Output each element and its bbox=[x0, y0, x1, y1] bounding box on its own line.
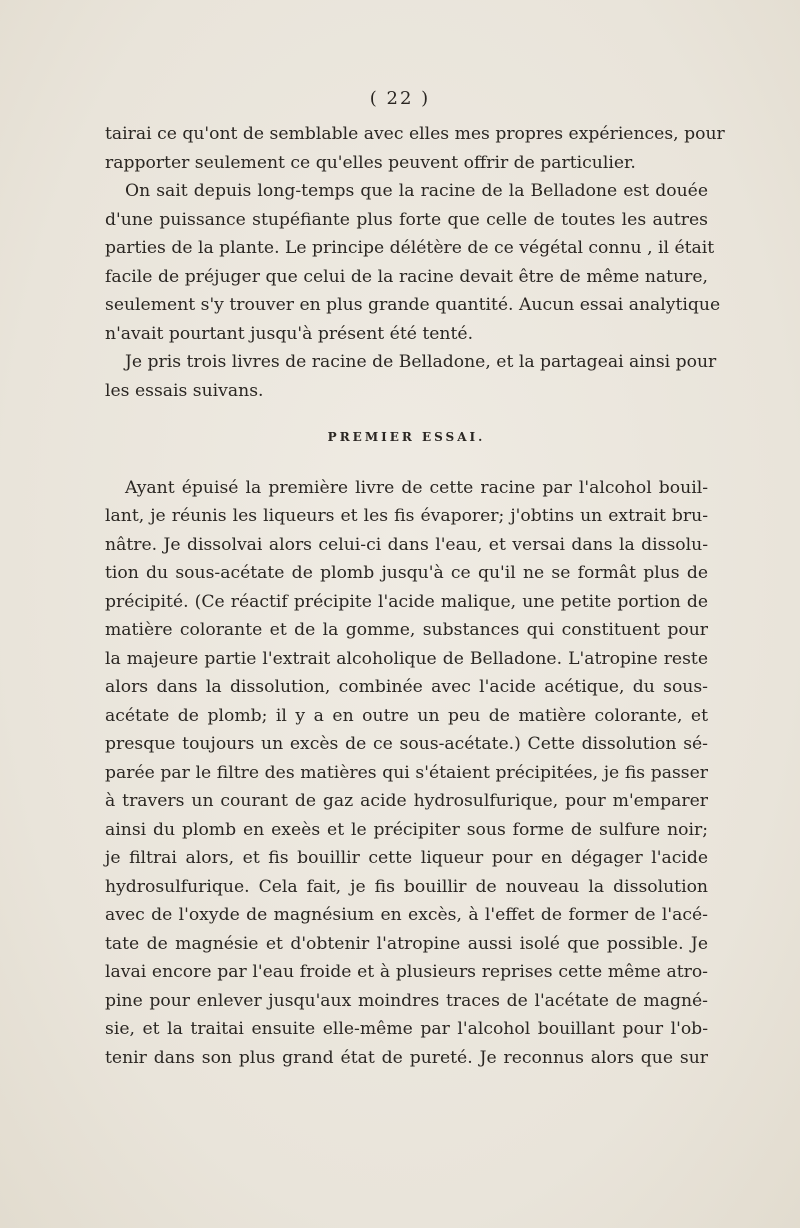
text-line: On sait depuis long-temps que la racine de la Belladone est douée bbox=[125, 181, 708, 201]
body-text bbox=[105, 120, 725, 1072]
paragraph-1 bbox=[105, 120, 725, 177]
page-number: ( 22 ) bbox=[369, 88, 431, 109]
text-line: sie, et la traitai ensuite elle-même par l'alcohol bouillant pour l'ob- bbox=[105, 1019, 708, 1039]
text-line: d'une puissance stupéfiante plus forte que celle de toutes les autres bbox=[105, 209, 708, 230]
text-line: lant, je réunis les liqueurs et les fis évaporer; j'obtins un extrait bru- bbox=[105, 506, 708, 526]
text-line: n'avait pourtant jusqu'à présent été tenté. bbox=[105, 323, 474, 344]
text-line: à travers un courant de gaz acide hydrosulfurique, pour m'emparer bbox=[105, 791, 708, 811]
text-line: seulement s'y trouver en plus grande quantité. Aucun essai analytique bbox=[105, 295, 721, 315]
text-line: les essais suivans. bbox=[105, 380, 264, 401]
text-line: je filtrai alors, et fis bouillir cette liqueur pour en dégager l'acide bbox=[105, 848, 708, 868]
text-line: pine pour enlever jusqu'aux moindres traces de l'acétate de magné- bbox=[105, 990, 708, 1011]
text-line: parties de la plante. Le principe délétère de ce végétal connu , il était bbox=[105, 238, 715, 258]
text-line: tenir dans son plus grand état de pureté. Je reconnus alors que sur bbox=[105, 1047, 708, 1068]
text-line: Je pris trois livres de racine de Belladone, et la partageai ainsi pour bbox=[125, 352, 717, 372]
text-line: rapporter seulement ce qu'elles peuvent offrir de particulier. bbox=[105, 152, 636, 173]
text-line: ainsi du plomb en exeès et le précipiter sous forme de sulfure noir; bbox=[105, 819, 708, 840]
paragraph-3 bbox=[105, 348, 717, 405]
text-line: presque toujours un excès de ce sous-acétate.) Cette dissolution sé- bbox=[105, 734, 708, 754]
text-line: tate de magnésie et d'obtenir l'atropine aussi isolé que possible. Je bbox=[105, 933, 708, 954]
paragraph-essai bbox=[105, 474, 708, 1073]
text-line: hydrosulfurique. Cela fait, je fis bouillir de nouveau la dissolution bbox=[105, 876, 708, 897]
text-line: tion du sous-acétate de plomb jusqu'à ce qu'il ne se formât plus de bbox=[105, 563, 708, 583]
text-line: lavai encore par l'eau froide et à plusieurs reprises cette même atro- bbox=[105, 962, 708, 982]
paragraph-2 bbox=[105, 177, 721, 348]
text-line: tairai ce qu'ont de semblable avec elles mes propres expériences, pour bbox=[105, 124, 725, 144]
text-line: facile de préjuger que celui de la racine devait être de même nature, bbox=[105, 266, 708, 287]
text-line: acétate de plomb; il y a en outre un peu de matière colorante, et bbox=[105, 705, 708, 726]
text-line: parée par le filtre des matières qui s'étaient précipitées, je fis passer bbox=[105, 762, 708, 783]
text-line: Ayant épuisé la première livre de cette racine par l'alcohol bouil- bbox=[125, 477, 708, 498]
text-line: avec de l'oxyde de magnésium en excès, à l'effet de former de l'acé- bbox=[105, 905, 708, 925]
text-line: la majeure partie l'extrait alcoholique de Belladone. L'atropine reste bbox=[105, 648, 708, 669]
text-line: précipité. (Ce réactif précipite l'acide malique, une petite portion de bbox=[105, 591, 708, 612]
section-heading: PREMIER ESSAI. bbox=[327, 430, 486, 444]
text-line: alors dans la dissolution, combinée avec l'acide acétique, du sous- bbox=[105, 677, 708, 697]
text-line: nâtre. Je dissolvai alors celui-ci dans l'eau, et versai dans la dissolu- bbox=[105, 534, 708, 555]
text-line: matière colorante et de la gomme, substances qui constituent pour bbox=[105, 620, 708, 640]
